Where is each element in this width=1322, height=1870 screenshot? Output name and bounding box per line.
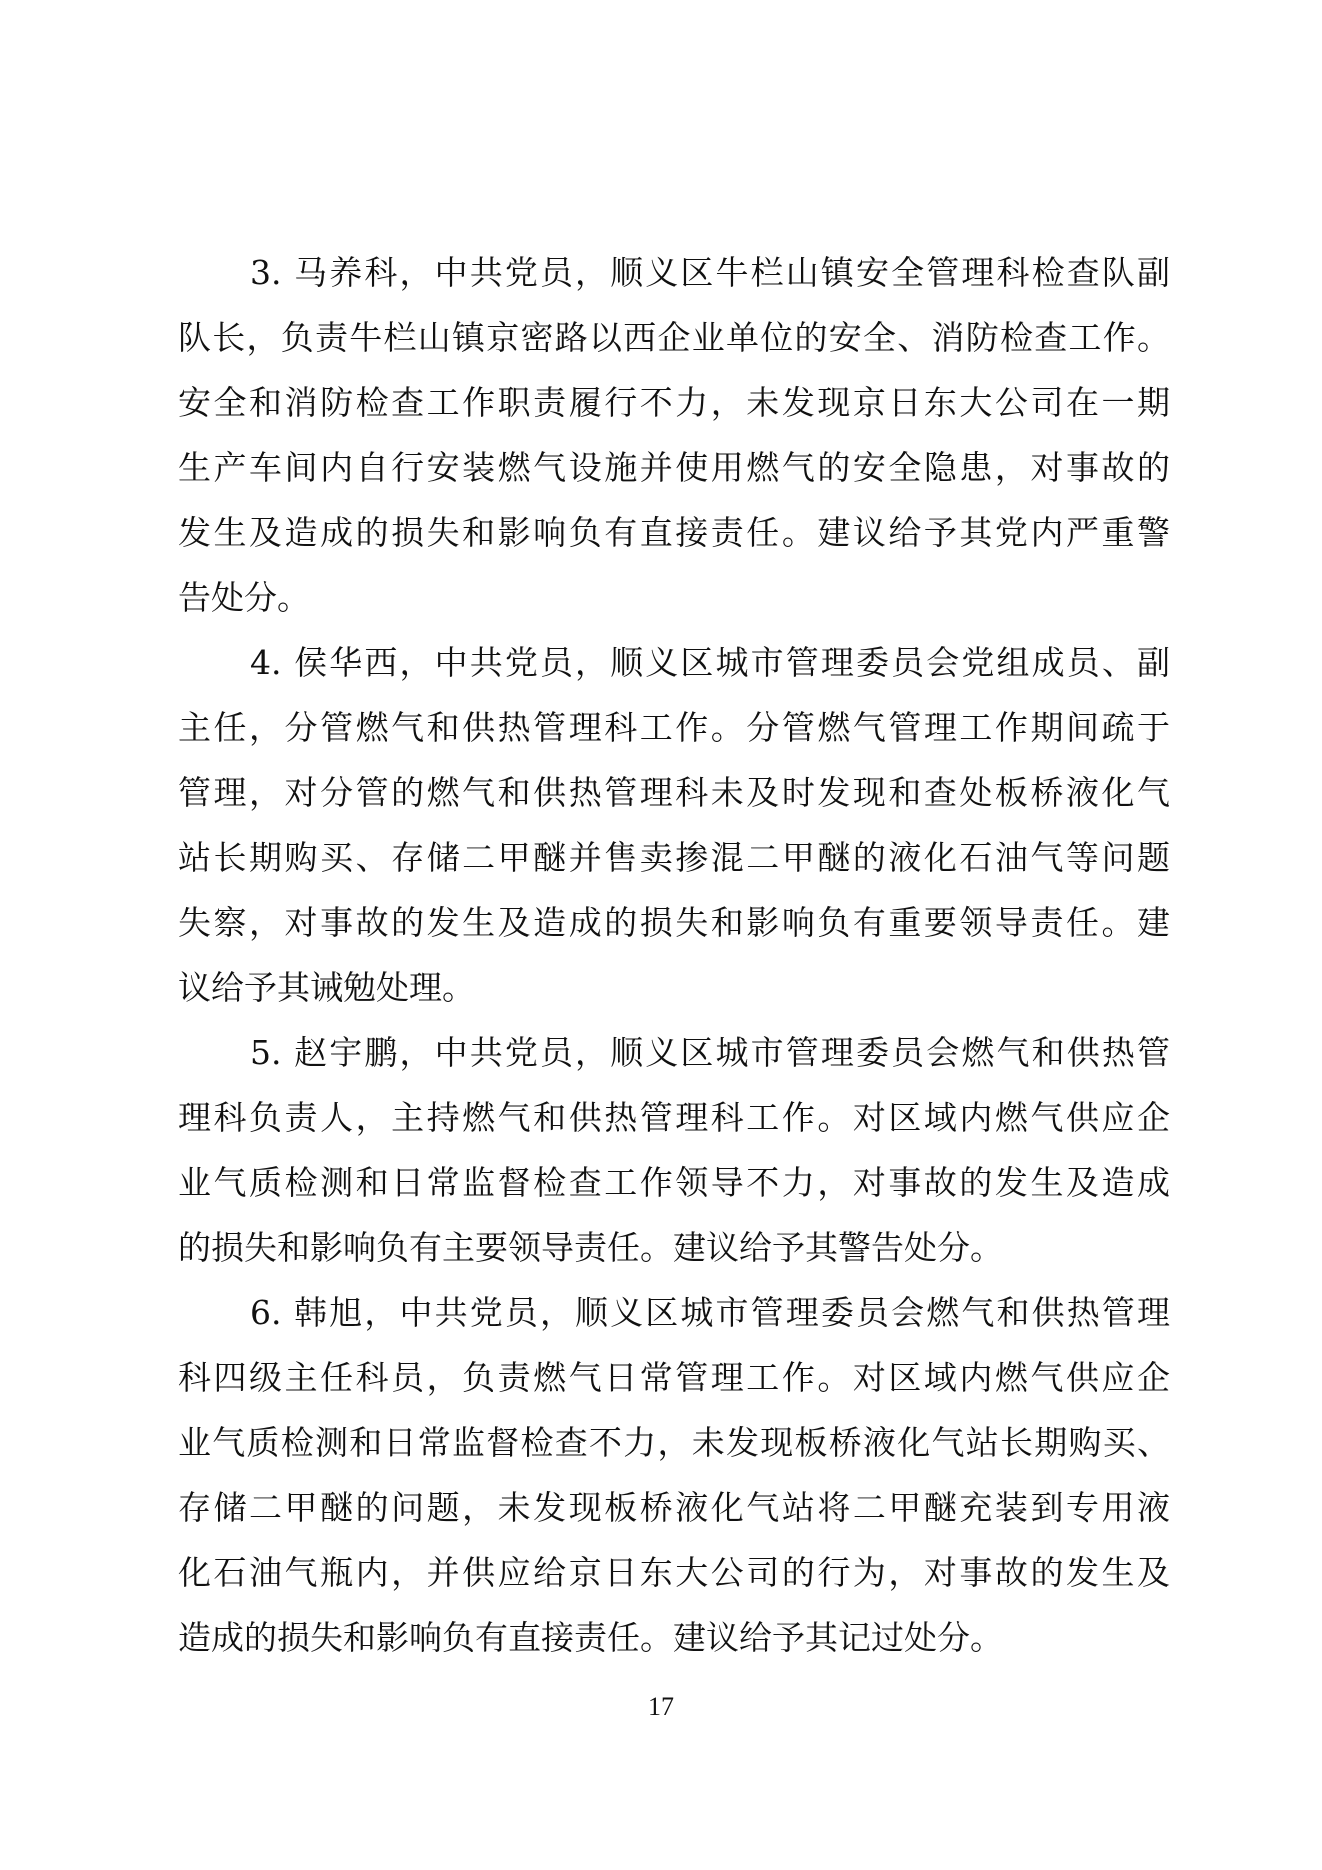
- paragraph-3-line-5: 发生及造成的损失和影响负有直接责任。建议给予其党内严重警: [178, 513, 1170, 552]
- paragraph-4-line-6: 议给予其诫勉处理。: [178, 968, 475, 1007]
- paragraph-5-line-1: 5. 赵宇鹏，中共党员，顺义区城市管理委员会燃气和供热管: [250, 1033, 1170, 1072]
- paragraph-4-line-5: 失察，对事故的发生及造成的损失和影响负有重要领导责任。建: [178, 903, 1170, 942]
- paragraph-4-line-3: 管理，对分管的燃气和供热管理科未及时发现和查处板桥液化气: [178, 773, 1170, 812]
- paragraph-5-line-2: 理科负责人，主持燃气和供热管理科工作。对区域内燃气供应企: [178, 1098, 1170, 1137]
- paragraph-6-line-2: 科四级主任科员，负责燃气日常管理工作。对区域内燃气供应企: [178, 1358, 1170, 1397]
- paragraph-4-line-4: 站长期购买、存储二甲醚并售卖掺混二甲醚的液化石油气等问题: [178, 838, 1170, 877]
- paragraph-6-line-5: 化石油气瓶内，并供应给京日东大公司的行为，对事故的发生及: [178, 1553, 1170, 1592]
- paragraph-4-line-1: 4. 侯华西，中共党员，顺义区城市管理委员会党组成员、副: [250, 643, 1170, 682]
- page-number: 17: [648, 1692, 674, 1721]
- paragraph-4-line-2: 主任，分管燃气和供热管理科工作。分管燃气管理工作期间疏于: [178, 708, 1170, 747]
- paragraph-6-line-1: 6. 韩旭，中共党员，顺义区城市管理委员会燃气和供热管理: [250, 1293, 1170, 1332]
- paragraph-3-line-6: 告处分。: [178, 578, 310, 617]
- paragraph-3-line-4: 生产车间内自行安装燃气设施并使用燃气的安全隐患，对事故的: [178, 448, 1170, 487]
- paragraph-3-line-1: 3. 马养科，中共党员，顺义区牛栏山镇安全管理科检查队副: [250, 253, 1170, 292]
- paragraph-3-line-3: 安全和消防检查工作职责履行不力，未发现京日东大公司在一期: [178, 383, 1170, 422]
- paragraph-6-line-6: 造成的损失和影响负有直接责任。建议给予其记过处分。: [178, 1618, 1003, 1657]
- paragraph-5-line-3: 业气质检测和日常监督检查工作领导不力，对事故的发生及造成: [178, 1163, 1170, 1202]
- body-text: [178, 240, 1170, 1670]
- paragraph-3-line-2: 队长，负责牛栏山镇京密路以西企业单位的安全、消防检查工作。: [178, 318, 1170, 357]
- paragraph-6-line-3: 业气质检测和日常监督检查不力，未发现板桥液化气站长期购买、: [178, 1423, 1170, 1462]
- paragraph-5-line-4: 的损失和影响负有主要领导责任。建议给予其警告处分。: [178, 1228, 1003, 1267]
- paragraph-6-line-4: 存储二甲醚的问题，未发现板桥液化气站将二甲醚充装到专用液: [178, 1488, 1170, 1527]
